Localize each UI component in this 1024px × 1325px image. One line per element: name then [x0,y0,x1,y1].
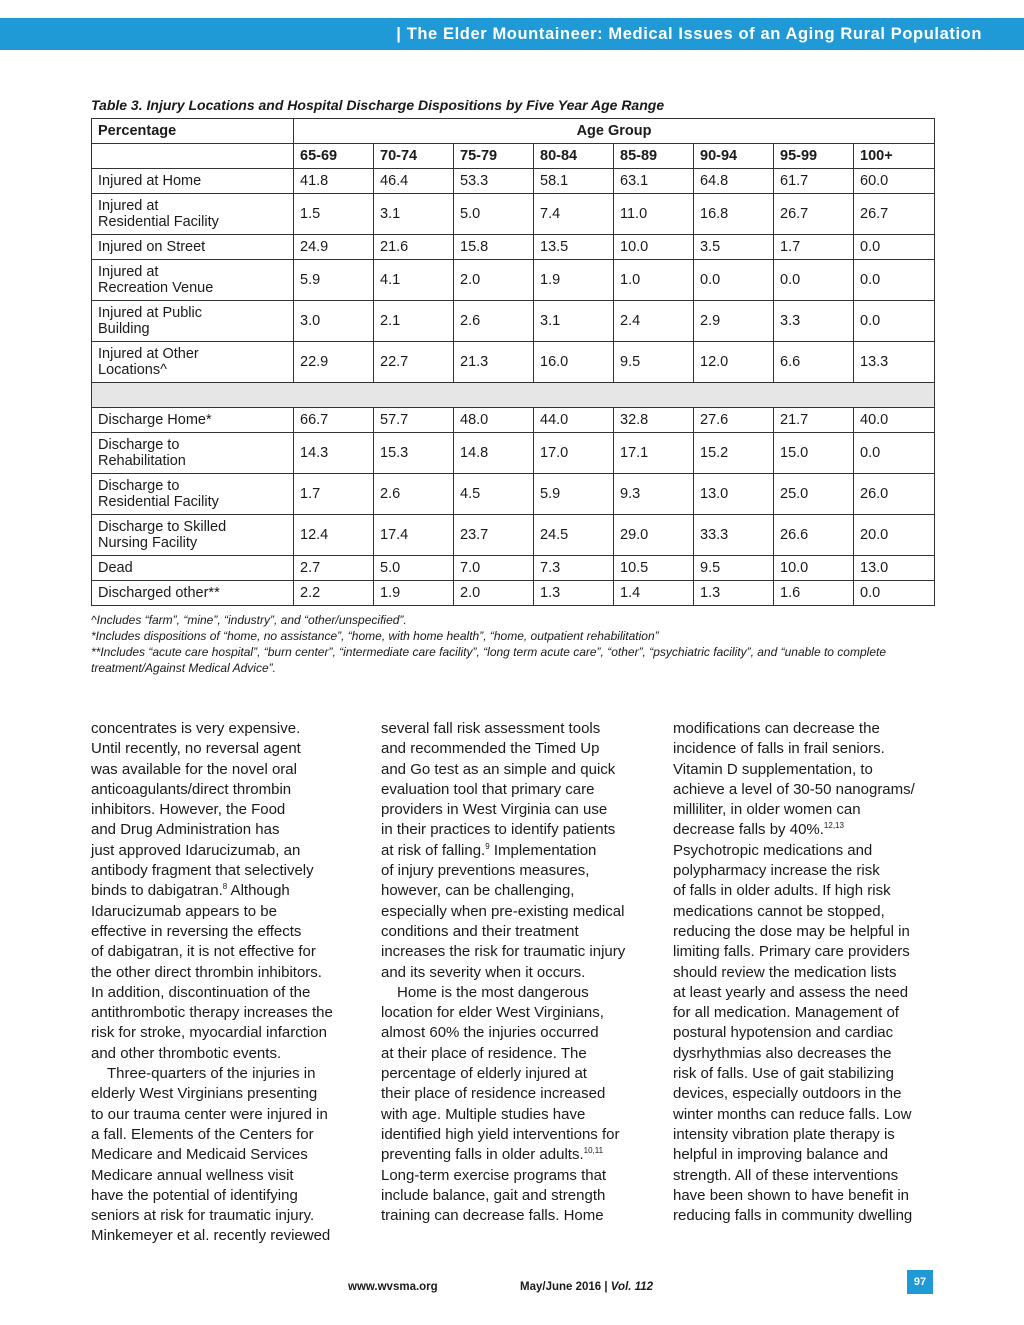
text-line: percentage of elderly injured at [381,1065,587,1083]
value-cell: 15.8 [454,235,534,260]
text-line: Long-term exercise programs that [381,1166,607,1184]
text-line: winter months can reduce falls. Low [673,1105,912,1123]
row-label-line: Discharge to [98,437,180,453]
value-cell: 1.4 [614,581,694,606]
age-group-label: 85-89 [614,144,694,169]
value-cell: 21.7 [774,408,854,433]
value-cell: 3.3 [774,301,854,342]
text-line: Psychotropic medications and [673,841,873,859]
value-cell: 10.0 [774,556,854,581]
blank-header-cell [92,144,294,169]
text-line: have been shown to have benefit in [673,1186,910,1204]
text-line: reducing falls in community dwelling [673,1207,913,1225]
text-line: binds to dabigatran.$^8$ Although [91,882,290,900]
row-label [92,474,294,515]
text-line: should review the medication lists [673,963,897,981]
paragraph [381,719,643,983]
value-cell: 1.9 [374,581,454,606]
text-line: a fall. Elements of the Centers for [91,1125,314,1143]
value-cell: 1.3 [534,581,614,606]
text-line: helpful in improving balance and [673,1146,889,1164]
row-label [92,581,294,606]
text-line: training can decrease falls. Home [381,1207,604,1225]
row-label-line: Recreation Venue [98,280,214,296]
text-line: with age. Multiple studies have [381,1105,586,1123]
row-label-line: Injured at Other [98,346,199,362]
text-line: have the potential of identifying [91,1186,298,1204]
text-line: include balance, gait and strength [381,1186,606,1204]
value-cell: 0.0 [774,260,854,301]
value-cell: 13.3 [854,342,935,383]
percentage-header: Percentage [92,119,294,144]
table-row [92,235,935,260]
value-cell: 57.7 [374,408,454,433]
row-label-line: Discharged other** [98,585,220,601]
table-row [92,433,935,474]
age-group-label: 65-69 [294,144,374,169]
row-label [92,260,294,301]
text-line: inhibitors. However, the Food [91,801,286,819]
value-cell: 26.6 [774,515,854,556]
citation-marker: 12,13 [823,821,844,831]
text-line: location for elder West Virginians, [381,1004,604,1022]
text-line: conditions and their treatment [381,922,579,940]
table-row [92,556,935,581]
value-cell: 0.0 [854,235,935,260]
text-line: elderly West Virginians presenting [91,1085,318,1103]
age-group-label: 95-99 [774,144,854,169]
page-number: 97 [907,1270,933,1294]
value-cell: 4.1 [374,260,454,301]
value-cell: 2.7 [294,556,374,581]
row-label [92,556,294,581]
text-line: providers in West Virginia can use [381,801,608,819]
value-cell: 66.7 [294,408,374,433]
value-cell: 3.1 [374,194,454,235]
value-cell: 16.0 [534,342,614,383]
value-cell: 15.0 [774,433,854,474]
value-cell: 0.0 [854,260,935,301]
value-cell: 4.5 [454,474,534,515]
row-label-line: Discharge Home* [98,412,212,428]
value-cell: 9.3 [614,474,694,515]
table-header-row [92,119,935,144]
text-line: risk of falls. Use of gait stabilizing [673,1065,894,1083]
value-cell: 48.0 [454,408,534,433]
paragraph [91,719,353,1064]
text-line: effective in reversing the effects [91,922,302,940]
value-cell: 26.7 [774,194,854,235]
value-cell: 41.8 [294,169,374,194]
age-group-label: 70-74 [374,144,454,169]
text-line: almost 60% the injuries occurred [381,1024,599,1042]
value-cell: 7.3 [534,556,614,581]
value-cell: 14.3 [294,433,374,474]
text-line: their place of residence increased [381,1085,606,1103]
text-line: achieve a level of 30-50 nanograms/ [673,780,915,798]
value-cell: 14.8 [454,433,534,474]
text-line: milliliter, in older women can [673,801,861,819]
text-line: was available for the novel oral [91,760,297,778]
text-line: Medicare annual wellness visit [91,1166,294,1184]
value-cell: 1.9 [534,260,614,301]
age-group-label: 100+ [854,144,935,169]
text-line: of injury preventions measures, [381,862,590,880]
value-cell: 5.0 [374,556,454,581]
value-cell: 40.0 [854,408,935,433]
injury-discharge-table [91,118,935,606]
text-line: the other direct thrombin inhibitors. [91,963,322,981]
text-line: medications cannot be stopped, [673,902,885,920]
row-label [92,408,294,433]
text-line: increases the risk for traumatic injury [381,943,626,961]
row-label [92,301,294,342]
text-line: decrease falls by 40%.$^{12,13}$ [673,821,844,839]
value-cell: 15.2 [694,433,774,474]
citation-marker: 10,11 [583,1146,604,1156]
value-cell: 9.5 [614,342,694,383]
value-cell: 58.1 [534,169,614,194]
age-group-label: 90-94 [694,144,774,169]
row-label [92,342,294,383]
text-line: intensity vibration plate therapy is [673,1125,895,1143]
text-line: postural hypotension and cardiac [673,1024,894,1042]
text-line: seniors at risk for traumatic injury. [91,1207,315,1225]
row-label-line: Injured on Street [98,239,206,255]
value-cell: 10.0 [614,235,694,260]
row-label-line: Residential Facility [98,494,219,510]
value-cell: 6.6 [774,342,854,383]
footer-volume: Vol. 112 [610,1281,653,1293]
value-cell: 13.5 [534,235,614,260]
value-cell: 21.3 [454,342,534,383]
footnote: **Includes “acute care hospital”, “burn center”, “intermediate care facility”, “long term acute care”, “other”, “psychiatric facility”, and “unable to complete treatment/Against Medical Advice”. [91,645,886,675]
table-footnotes [91,612,941,676]
value-cell: 11.0 [614,194,694,235]
text-line: Vitamin D supplementation, to [673,760,873,778]
value-cell: 46.4 [374,169,454,194]
value-cell: 0.0 [854,581,935,606]
text-line: Home is the most dangerous [397,983,589,1001]
table-row [92,408,935,433]
text-line: for all medication. Management of [673,1004,899,1022]
text-line: at risk of falling.$^9$ Implementation [381,841,597,859]
value-cell: 27.6 [694,408,774,433]
row-label [92,235,294,260]
text-line: Medicare and Medicaid Services [91,1146,308,1164]
footer-issue-date: May/June 2016 | [520,1281,611,1293]
value-cell: 2.4 [614,301,694,342]
value-cell: 33.3 [694,515,774,556]
footer-issue [520,1281,653,1293]
value-cell: 53.3 [454,169,534,194]
row-label-line: Injured at [98,198,159,214]
row-label-line: Dead [98,560,133,576]
value-cell: 7.4 [534,194,614,235]
value-cell: 21.6 [374,235,454,260]
value-cell: 5.0 [454,194,534,235]
value-cell: 1.7 [774,235,854,260]
row-label [92,433,294,474]
value-cell: 3.0 [294,301,374,342]
row-label [92,194,294,235]
value-cell: 2.9 [694,301,774,342]
value-cell: 15.3 [374,433,454,474]
citation-marker: 8 [222,882,228,892]
separator-cell [92,383,935,408]
table-row [92,194,935,235]
text-line: strength. All of these interventions [673,1166,899,1184]
table-caption: Table 3. Injury Locations and Hospital Discharge Dispositions by Five Year Age Range [91,97,665,113]
body-column-2 [381,719,643,1226]
value-cell: 29.0 [614,515,694,556]
value-cell: 1.6 [774,581,854,606]
value-cell: 22.9 [294,342,374,383]
value-cell: 64.8 [694,169,774,194]
table-row [92,260,935,301]
value-cell: 2.0 [454,581,534,606]
row-label-line: Injured at Home [98,173,202,189]
value-cell: 1.0 [614,260,694,301]
value-cell: 12.4 [294,515,374,556]
text-line: of falls in older adults. If high risk [673,882,891,900]
age-group-label: 75-79 [454,144,534,169]
value-cell: 26.7 [854,194,935,235]
text-line: preventing falls in older adults.$^{10,11}$ [381,1146,604,1164]
text-line: antithrombotic therapy increases the [91,1004,333,1022]
text-line: antibody fragment that selectively [91,862,314,880]
text-line: at their place of residence. The [381,1044,587,1062]
text-line: several fall risk assessment tools [381,720,601,737]
row-label-line: Building [98,321,150,337]
row-label-line: Injured at Public [98,305,202,321]
value-cell: 44.0 [534,408,614,433]
text-line: and other thrombotic events. [91,1044,282,1062]
text-line: in their practices to identify patients [381,821,616,839]
paragraph [381,983,643,1227]
value-cell: 10.5 [614,556,694,581]
text-line: and Drug Administration has [91,821,280,839]
age-groups-row [92,144,935,169]
value-cell: 1.7 [294,474,374,515]
text-line: risk for stroke, myocardial infarction [91,1024,327,1042]
text-line: Minkemeyer et al. recently reviewed [91,1227,331,1245]
value-cell: 23.7 [454,515,534,556]
row-label-line: Locations^ [98,362,167,378]
value-cell: 2.2 [294,581,374,606]
table-row [92,515,935,556]
text-line: Until recently, no reversal agent [91,740,301,758]
row-label [92,515,294,556]
value-cell: 5.9 [294,260,374,301]
text-line: Three-quarters of the injuries in [107,1065,316,1083]
value-cell: 2.0 [454,260,534,301]
value-cell: 32.8 [614,408,694,433]
age-group-header: Age Group [294,119,935,144]
value-cell: 61.7 [774,169,854,194]
table-row [92,474,935,515]
row-label [92,169,294,194]
text-line: to our trauma center were injured in [91,1105,328,1123]
text-line: concentrates is very expensive. [91,720,301,737]
value-cell: 13.0 [854,556,935,581]
journal-header-bar [0,18,1024,50]
value-cell: 3.5 [694,235,774,260]
value-cell: 2.6 [374,474,454,515]
text-line: polypharmacy increase the risk [673,862,880,880]
text-line: In addition, discontinuation of the [91,983,311,1001]
table-row [92,342,935,383]
footer-website: www.wvsma.org [348,1281,438,1293]
body-column-1 [91,719,353,1247]
value-cell: 24.9 [294,235,374,260]
value-cell: 3.1 [534,301,614,342]
text-line: at least yearly and assess the need [673,983,909,1001]
paragraph [91,1064,353,1247]
value-cell: 2.6 [454,301,534,342]
value-cell: 0.0 [854,301,935,342]
value-cell: 20.0 [854,515,935,556]
table-row [92,581,935,606]
section-separator-row [92,383,935,408]
text-line: dysrhythmias also decreases the [673,1044,892,1062]
body-column-3 [673,719,935,1226]
row-label-line: Discharge to [98,478,180,494]
value-cell: 0.0 [854,433,935,474]
text-line: modifications can decrease the [673,720,880,737]
text-line: and recommended the Timed Up [381,740,600,758]
value-cell: 60.0 [854,169,935,194]
text-line: especially when pre-existing medical [381,902,625,920]
text-line: devices, especially outdoors in the [673,1085,902,1103]
text-line: and Go test as an simple and quick [381,760,616,778]
value-cell: 13.0 [694,474,774,515]
value-cell: 26.0 [854,474,935,515]
text-line: incidence of falls in frail seniors. [673,740,885,758]
value-cell: 1.5 [294,194,374,235]
value-cell: 12.0 [694,342,774,383]
table-row [92,169,935,194]
row-label-line: Injured at [98,264,159,280]
row-label-line: Nursing Facility [98,535,198,551]
value-cell: 22.7 [374,342,454,383]
value-cell: 2.1 [374,301,454,342]
row-label-line: Discharge to Skilled [98,519,227,535]
value-cell: 5.9 [534,474,614,515]
text-line: Idarucizumab appears to be [91,902,277,920]
text-line: evaluation tool that primary care [381,780,595,798]
row-label-line: Residential Facility [98,214,219,230]
value-cell: 17.0 [534,433,614,474]
value-cell: 0.0 [694,260,774,301]
row-label-line: Rehabilitation [98,453,186,469]
text-line: however, can be challenging, [381,882,575,900]
age-group-label: 80-84 [534,144,614,169]
table-row [92,301,935,342]
value-cell: 24.5 [534,515,614,556]
journal-running-title: | The Elder Mountaineer: Medical Issues of an Aging Rural Population [396,25,982,43]
value-cell: 1.3 [694,581,774,606]
value-cell: 7.0 [454,556,534,581]
footnote: ^Includes “farm”, “mine”, “industry”, and “other/unspecified”. [91,613,407,627]
text-line: of dabigatran, it is not effective for [91,943,316,961]
value-cell: 17.1 [614,433,694,474]
value-cell: 16.8 [694,194,774,235]
value-cell: 63.1 [614,169,694,194]
text-line: just approved Idarucizumab, an [91,841,301,859]
value-cell: 9.5 [694,556,774,581]
text-line: and its severity when it occurs. [381,963,586,981]
text-line: reducing the dose may be helpful in [673,922,910,940]
text-line: identified high yield interventions for [381,1125,620,1143]
paragraph [673,719,935,1226]
value-cell: 25.0 [774,474,854,515]
citation-marker: 9 [485,841,490,851]
text-line: anticoagulants/direct thrombin [91,780,292,798]
text-line: limiting falls. Primary care providers [673,943,910,961]
footnote: *Includes dispositions of “home, no assistance”, “home, with home health”, “home, outpatient rehabilitation” [91,629,659,643]
value-cell: 17.4 [374,515,454,556]
